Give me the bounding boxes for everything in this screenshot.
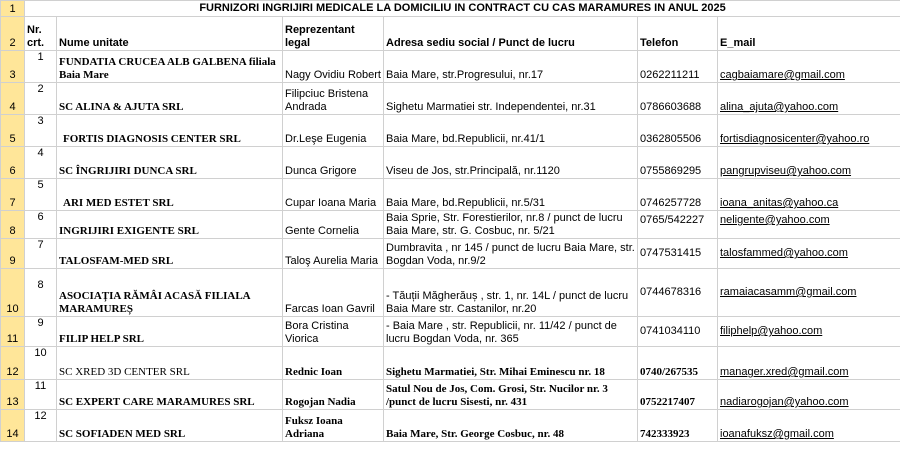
cell-nr[interactable]: 7 [25, 239, 57, 269]
cell-reprezentant[interactable]: Nagy Ovidiu Robert [283, 51, 384, 83]
table-row [1, 115, 900, 147]
row-header-10[interactable]: 10 [1, 269, 25, 317]
email-link[interactable]: nadiarogojan@yahoo.com [718, 380, 900, 410]
row-header-2[interactable]: 2 [1, 17, 25, 51]
table-row [1, 179, 900, 211]
email-link[interactable]: ramaiacasamm@gmail.com [718, 269, 900, 317]
cell-telefon[interactable]: 0765/542227 [638, 211, 718, 239]
cell-nr[interactable]: 5 [25, 179, 57, 211]
cell-nr[interactable]: 10 [25, 347, 57, 380]
table-row [1, 239, 900, 269]
table-row [1, 317, 900, 347]
cell-nume-unitate[interactable]: SC SOFIADEN MED SRL [57, 410, 283, 442]
header-adresa[interactable]: Adresa sediu social / Punct de lucru [384, 17, 638, 51]
cell-adresa[interactable]: Baia Mare, bd.Republicii, nr.5/31 [384, 179, 638, 211]
cell-adresa[interactable]: Dumbravita , nr 145 / punct de lucru Baia Mare, str. Bogdan Voda, nr.9/2 [384, 239, 638, 269]
header-telefon[interactable]: Telefon [638, 17, 718, 51]
row-header-13[interactable]: 13 [1, 380, 25, 410]
header-nume-unitate[interactable]: Nume unitate [57, 17, 283, 51]
email-link[interactable]: ioanafuksz@gmail.com [718, 410, 900, 442]
cell-telefon[interactable]: 0744678316 [638, 269, 718, 317]
row-header-11[interactable]: 11 [1, 317, 25, 347]
email-link[interactable]: fortisdiagnosicenter@yahoo.ro [718, 115, 900, 147]
cell-reprezentant[interactable]: Taloş Aurelia Maria [283, 239, 384, 269]
cell-nume-unitate[interactable]: FORTIS DIAGNOSIS CENTER SRL [57, 115, 283, 147]
table-row [1, 211, 900, 239]
cell-adresa[interactable]: Viseu de Jos, str.Principală, nr.1120 [384, 147, 638, 179]
cell-telefon[interactable]: 0755869295 [638, 147, 718, 179]
cell-nr[interactable]: 2 [25, 83, 57, 115]
row-header-9[interactable]: 9 [1, 239, 25, 269]
cell-adresa[interactable]: Sighetu Marmatiei str. Independentei, nr.31 [384, 83, 638, 115]
cell-telefon[interactable]: 0741034110 [638, 317, 718, 347]
cell-nr[interactable]: 8 [25, 269, 57, 317]
cell-nume-unitate[interactable]: SC XRED 3D CENTER SRL [57, 347, 283, 380]
table-row [1, 269, 900, 317]
cell-telefon[interactable]: 0747531415 [638, 239, 718, 269]
cell-nume-unitate[interactable]: SC ÎNGRIJIRI DUNCA SRL [57, 147, 283, 179]
email-link[interactable]: neligente@yahoo.com [718, 211, 900, 239]
sheet-row-2 [1, 17, 900, 51]
cell-reprezentant[interactable]: Bora Cristina Viorica [283, 317, 384, 347]
cell-adresa[interactable]: Sighetu Marmatiei, Str. Mihai Eminescu nr. 18 [384, 347, 638, 380]
row-header-5[interactable]: 5 [1, 115, 25, 147]
cell-telefon[interactable]: 0262211211 [638, 51, 718, 83]
cell-nume-unitate[interactable]: SC ALINA & AJUTA SRL [57, 83, 283, 115]
table-row [1, 147, 900, 179]
sheet-row-1 [1, 1, 900, 17]
table-row [1, 347, 900, 380]
email-link[interactable]: manager.xred@gmail.com [718, 347, 900, 380]
email-link[interactable]: alina_ajuta@yahoo.com [718, 83, 900, 115]
email-link[interactable]: pangrupviseu@yahoo.com [718, 147, 900, 179]
header-reprezentant[interactable]: Reprezentant legal [283, 17, 384, 51]
table-row [1, 83, 900, 115]
cell-telefon[interactable]: 0752217407 [638, 380, 718, 410]
row-header-3[interactable]: 3 [1, 51, 25, 83]
cell-adresa[interactable]: Baia Mare, str.Progresului, nr.17 [384, 51, 638, 83]
email-link[interactable]: talosfammed@yahoo.com [718, 239, 900, 269]
cell-reprezentant[interactable]: Filipciuc Bristena Andrada [283, 83, 384, 115]
cell-reprezentant[interactable]: Farcas Ioan Gavril [283, 269, 384, 317]
cell-telefon[interactable]: 0746257728 [638, 179, 718, 211]
table-row [1, 51, 900, 83]
header-email[interactable]: E_mail [718, 17, 900, 51]
row-header-14[interactable]: 14 [1, 410, 25, 442]
cell-reprezentant[interactable]: Cupar Ioana Maria [283, 179, 384, 211]
cell-adresa[interactable]: Baia Mare, Str. George Cosbuc, nr. 48 [384, 410, 638, 442]
cell-telefon[interactable]: 0786603688 [638, 83, 718, 115]
row-header-4[interactable]: 4 [1, 83, 25, 115]
email-link[interactable]: ioana_anitas@yahoo.ca [718, 179, 900, 211]
row-header-1[interactable]: 1 [1, 1, 25, 17]
cell-nr[interactable]: 6 [25, 211, 57, 239]
row-header-6[interactable]: 6 [1, 147, 25, 179]
row-header-8[interactable]: 8 [1, 211, 25, 239]
row-header-12[interactable]: 12 [1, 347, 25, 380]
cell-nume-unitate[interactable]: INGRIJIRI EXIGENTE SRL [57, 211, 283, 239]
cell-adresa[interactable]: - Tăuții Măgherăuș , str. 1, nr. 14L / punct de lucru Baia Mare str. Castanilor, nr.20 [384, 269, 638, 317]
cell-nr[interactable]: 4 [25, 147, 57, 179]
cell-nume-unitate[interactable]: FUNDATIA CRUCEA ALB GALBENA filiala Baia Mare [57, 51, 283, 83]
cell-nume-unitate[interactable]: TALOSFAM-MED SRL [57, 239, 283, 269]
cell-reprezentant[interactable]: Fuksz Ioana Adriana [283, 410, 384, 442]
cell-nume-unitate[interactable]: FILIP HELP SRL [57, 317, 283, 347]
cell-adresa[interactable]: Baia Mare, bd.Republicii, nr.41/1 [384, 115, 638, 147]
email-link[interactable]: cagbaiamare@gmail.com [718, 51, 900, 83]
cell-adresa[interactable]: Baia Sprie, Str. Forestierilor, nr.8 / punct de lucru Baia Mare, str. G. Cosbuc, nr. 5/21 [384, 211, 638, 239]
email-link[interactable]: filiphelp@yahoo.com [718, 317, 900, 347]
table-row [1, 380, 900, 410]
cell-nr[interactable]: 11 [25, 380, 57, 410]
cell-nume-unitate[interactable]: SC EXPERT CARE MARAMURES SRL [57, 380, 283, 410]
cell-nume-unitate[interactable]: ARI MED ESTET SRL [57, 179, 283, 211]
cell-reprezentant[interactable]: Rednic Ioan [283, 347, 384, 380]
cell-nume-unitate[interactable]: ASOCIAȚIA RĂMÂI ACASĂ FILIALA MARAMUREȘ [57, 269, 283, 317]
cell-nr[interactable]: 9 [25, 317, 57, 347]
cell-reprezentant[interactable]: Dunca Grigore [283, 147, 384, 179]
row-header-7[interactable]: 7 [1, 179, 25, 211]
cell-telefon[interactable]: 0740/267535 [638, 347, 718, 380]
cell-adresa[interactable]: Satul Nou de Jos, Com. Grosi, Str. Nucilor nr. 3 /punct de lucru Sisesti, nr. 431 [384, 380, 638, 410]
sheet-title[interactable]: FURNIZORI INGRIJIRI MEDICALE LA DOMICILIU IN CONTRACT CU CAS MARAMURES IN ANUL 2025 [25, 1, 900, 17]
table-row [1, 410, 900, 442]
cell-nr[interactable]: 1 [25, 51, 57, 83]
cell-nr[interactable]: 12 [25, 410, 57, 442]
cell-reprezentant[interactable]: Gente Cornelia [283, 211, 384, 239]
cell-adresa[interactable]: - Baia Mare , str. Republicii, nr. 11/42 / punct de lucru Bogdan Voda, nr. 365 [384, 317, 638, 347]
cell-reprezentant[interactable]: Rogojan Nadia [283, 380, 384, 410]
cell-telefon[interactable]: 742333923 [638, 410, 718, 442]
cell-reprezentant[interactable]: Dr.Leşe Eugenia [283, 115, 384, 147]
cell-telefon[interactable]: 0362805506 [638, 115, 718, 147]
header-nr-crt[interactable]: Nr. crt. [25, 17, 57, 51]
cell-nr[interactable]: 3 [25, 115, 57, 147]
